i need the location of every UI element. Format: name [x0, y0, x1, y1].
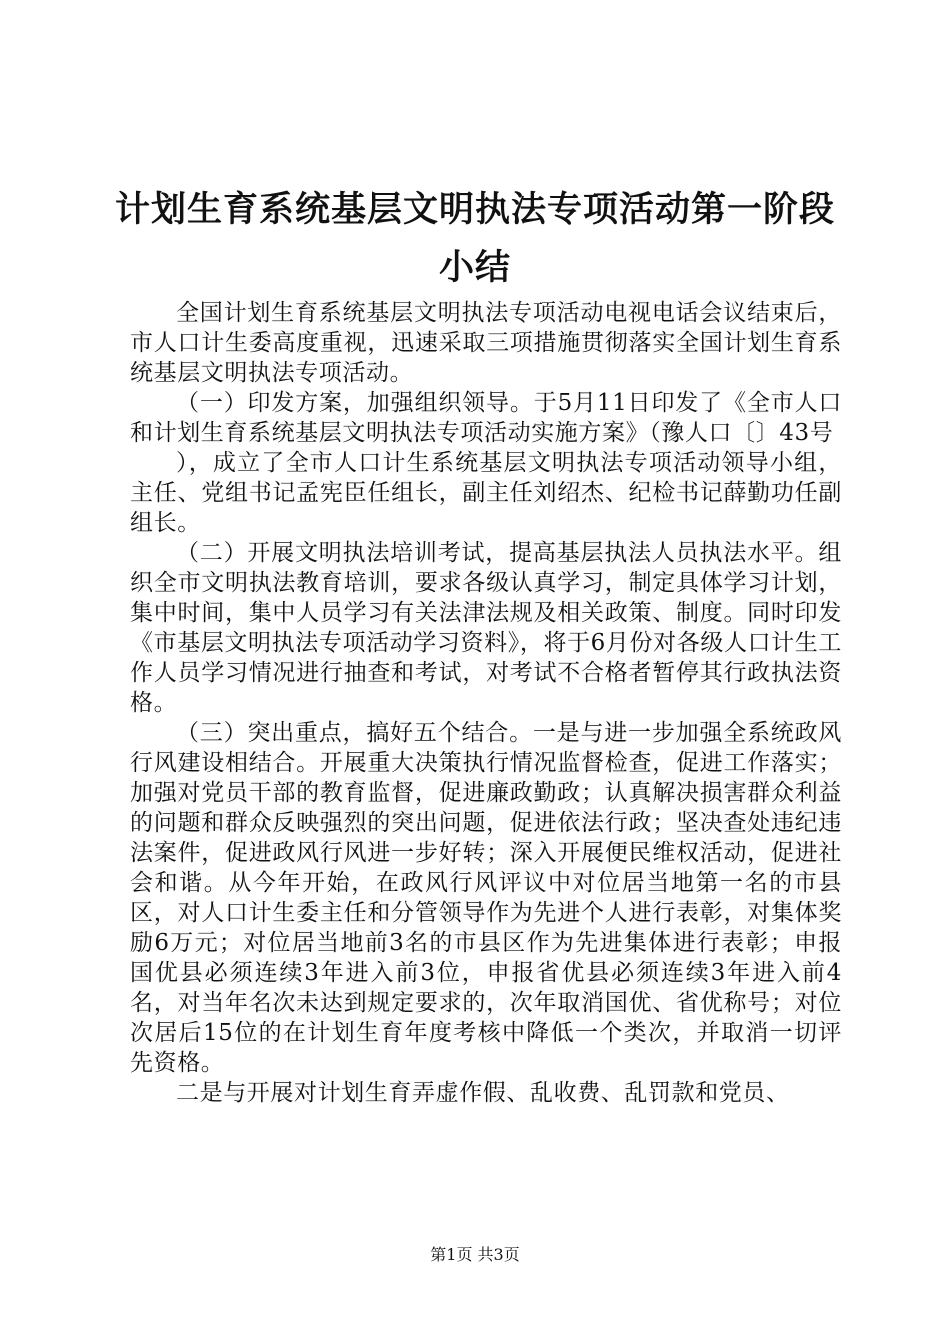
paragraph-section-1: （一）印发方案，加强组织领导。于5月11日印发了《全市人口和计划生育系统基层文明执法专项活动实施方案》（豫人口〔〕43号	[130, 390, 842, 446]
document-body	[130, 298, 842, 1108]
paragraph-section-2: （二）开展文明执法培训考试，提高基层执法人员执法水平。组织全市文明执法教育培训，要求各级认真学习，制定具体学习计划，集中时间，集中人员学习有关法津法规及相关政策、制度。同时印发《市基层文明执法专项活动学习资料》，将于6月份对各级人口计生工作人员学习情况进行抽查和考试，对考试不合格者暂停其行政执法资格。	[130, 540, 842, 716]
document-title-line-1: 计划生育系统基层文明执法专项活动第一阶段	[114, 190, 835, 230]
paragraph-section-3: （三）突出重点，搞好五个结合。一是与进一步加强全系统政风行风建设相结合。开展重大决策执行情况监督检查，促进工作落实；加强对党员干部的教育监督，促进廉政勤政；认真解决损害群众利益的问题和群众反映强烈的突出问题，促进依法行政；坚决查处违纪违法案件，促进政风行风进一步好转；深入开展便民维权活动，促进社会和谐。从今年开始，在政风行风评议中对位居当地第一名的市县区，对人口计生委主任和分管领导作为先进个人进行表彰，对集体奖励6万元；对位居当地前3名的市县区作为先进集体进行表彰；申报国优县必须连续3年进入前3位，申报省优县必须连续3年进入前4名，对当年名次未达到规定要求的，次年取消国优、省优称号；对位次居后15位的在计划生育年度考核中降低一个类次，并取消一切评先资格。	[130, 720, 842, 1076]
paragraph-intro: 全国计划生育系统基层文明执法专项活动电视电话会议结束后，市人口计生委高度重视，迅速采取三项措施贯彻落实全国计划生育系统基层文明执法专项活动。	[130, 300, 842, 386]
page-number-footer: 第1页 共3页	[430, 1245, 520, 1264]
paragraph-section-3-point-2: 二是与开展对计划生育弄虚作假、乱收费、乱罚款和党员、	[176, 1080, 790, 1106]
document-title-line-2: 小结	[438, 248, 511, 288]
paragraph-section-1-continued: ），成立了全市人口计生系统基层文明执法专项活动领导小组，主任、党组书记孟宪臣任组长，副主任刘绍杰、纪检书记薛勤功任副组长。	[130, 450, 842, 536]
